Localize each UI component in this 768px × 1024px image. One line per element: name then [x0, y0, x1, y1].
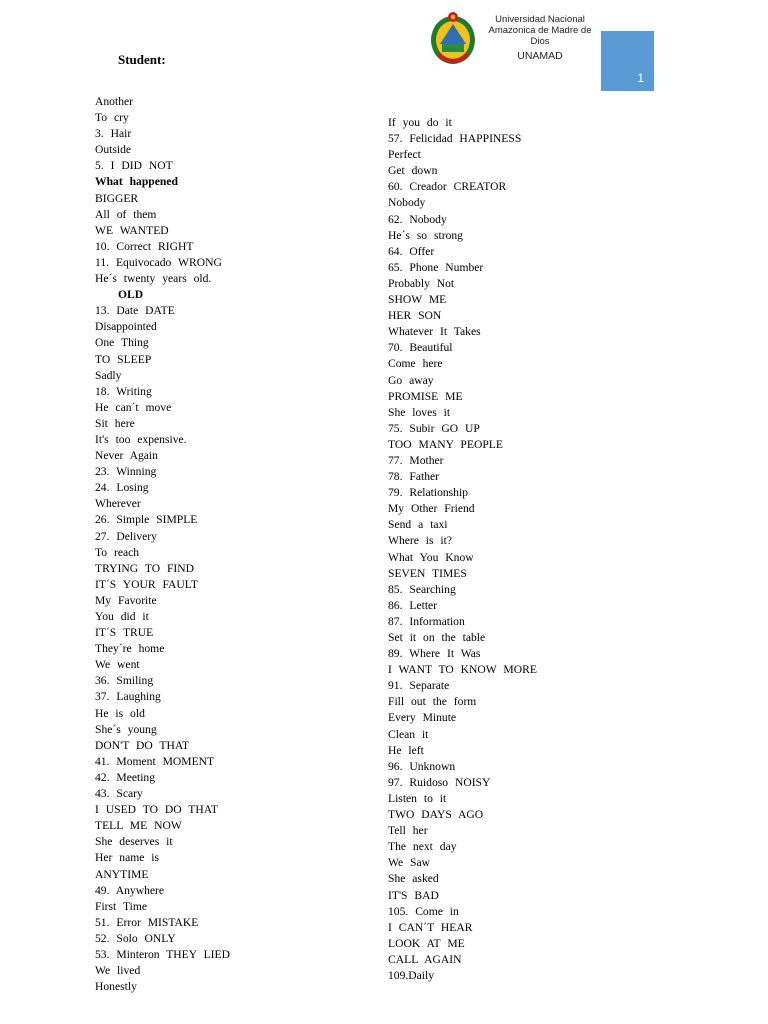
list-item: We lived [95, 964, 141, 978]
list-item: Come here [388, 357, 443, 371]
list-item: We Saw [388, 856, 431, 870]
list-item: Fill out the form [388, 695, 477, 709]
list-item: What happened [95, 175, 178, 189]
page-number-box [601, 31, 654, 91]
list-item: 62. Nobody [388, 212, 447, 226]
list-item: First Time [95, 899, 148, 913]
list-item: 11. Equivocado WRONG [95, 255, 222, 269]
list-item: PROMISE ME [388, 389, 463, 403]
list-item: 91. Separate [388, 679, 450, 693]
list-item: Every Minute [388, 711, 457, 725]
list-item: Go away [388, 373, 434, 387]
list-item: Set it on the table [388, 631, 486, 644]
list-item: ANYTIME [95, 867, 149, 881]
list-item: What You Know [388, 550, 474, 564]
list-item: 23. Winning [95, 465, 157, 479]
list-item: 79. Relationship [388, 486, 468, 500]
list-item: TOO MANY PEOPLE [388, 437, 503, 451]
list-item: She´s young [95, 722, 157, 736]
list-item: She loves it [388, 405, 451, 419]
list-item: 5. I DID NOT [95, 159, 173, 173]
list-item: Clean it [388, 727, 429, 741]
list-item: 85. Searching [388, 582, 456, 596]
list-item: TRYING TO FIND [95, 561, 195, 575]
list-item: 87. Information [388, 614, 465, 628]
list-item: Outside [95, 143, 132, 157]
list-item: 36. Smiling [95, 674, 154, 688]
list-item: She asked [388, 872, 439, 886]
institution-acronym: UNAMAD [517, 50, 563, 62]
list-item: If you do it [388, 116, 452, 129]
list-item: Disappointed [95, 320, 157, 334]
list-item: He can´t move [95, 400, 172, 414]
student-label: Student: [118, 52, 166, 67]
list-item: 86. Letter [388, 598, 438, 612]
list-item: 51. Error MISTAKE [95, 915, 199, 929]
list-item: WE WANTED [95, 223, 169, 237]
list-item: 75. Subir GO UP [388, 421, 480, 435]
list-item: 77. Mother [388, 453, 444, 467]
list-item: 10. Correct RIGHT [95, 239, 194, 253]
institution-line-1: Universidad Nacional [495, 14, 585, 25]
list-item: They´re home [95, 642, 165, 656]
list-item: Probably Not [388, 276, 455, 290]
list-item: 3. Hair [95, 127, 132, 141]
list-item: I USED TO DO THAT [95, 803, 218, 817]
list-item: 89. Where It Was [388, 647, 481, 661]
list-item: 24. Losing [95, 481, 149, 495]
list-item: Perfect [388, 148, 421, 162]
list-item: We went [95, 658, 140, 672]
list-item: 96. Unknown [388, 759, 456, 773]
list-item: Wherever [95, 497, 141, 511]
list-item: 109.Daily [388, 968, 435, 982]
list-item: Nobody [388, 196, 426, 210]
page-number: 1 [637, 71, 644, 85]
institution-line-2: Amazonica de Madre de Dios [488, 25, 592, 47]
list-item: To cry [95, 111, 129, 125]
list-item: LOOK AT ME [388, 936, 465, 950]
list-item: He´s so strong [388, 228, 463, 242]
list-item: Sit here [95, 416, 135, 430]
list-item: TO SLEEP [95, 352, 152, 366]
list-item: HER SON [388, 309, 442, 323]
list-item: Whatever It Takes [388, 325, 481, 339]
list-item: Send a taxi [388, 518, 448, 532]
list-item: Get down [388, 164, 438, 178]
list-item: Her name is [95, 851, 160, 865]
list-item: My Favorite [95, 593, 157, 607]
list-item: 97. Ruidoso NOISY [388, 775, 491, 789]
list-item: 78. Father [388, 470, 440, 484]
list-item: CALL AGAIN [388, 952, 462, 966]
list-item: 41. Moment MOMENT [95, 754, 215, 768]
list-item: BIGGER [95, 191, 139, 205]
list-item: He left [388, 743, 424, 757]
list-item: 60. Creador CREATOR [388, 180, 507, 194]
list-item: Never Again [95, 449, 158, 463]
list-item: 13. Date DATE [95, 304, 175, 318]
list-item: My Other Friend [388, 502, 475, 516]
list-item: Tell her [388, 824, 428, 838]
institution-header [480, 14, 600, 62]
list-item: The next day [388, 840, 457, 854]
list-item: DON'T DO THAT [95, 738, 190, 752]
list-item: 37. Laughing [95, 690, 161, 704]
list-item: All of them [95, 207, 157, 221]
list-item: He´s twenty years old. [95, 272, 212, 286]
list-item: 43. Scary [95, 787, 143, 801]
word-list-column-2 [388, 115, 537, 984]
list-item: Another [95, 95, 133, 108]
list-item: SEVEN TIMES [388, 566, 467, 580]
list-item: 65. Phone Number [388, 260, 484, 274]
list-item: 27. Delivery [95, 529, 157, 543]
list-item: To reach [95, 545, 140, 559]
list-item: OLD [118, 288, 144, 302]
list-item: 64. Offer [388, 244, 435, 258]
list-item: You did it [95, 610, 149, 623]
list-item: IT´S TRUE [95, 626, 154, 640]
list-item: 26. Simple SIMPLE [95, 513, 198, 527]
list-item: He is old [95, 706, 145, 720]
list-item: It's too expensive. [95, 432, 187, 446]
list-item: IT'S BAD [388, 888, 439, 902]
list-item: SHOW ME [388, 293, 447, 307]
list-item: 18. Writing [95, 384, 152, 398]
list-item: I CAN´T HEAR [388, 920, 473, 934]
word-list-column-1 [95, 94, 230, 995]
list-item: One Thing [95, 336, 149, 350]
list-item: IT´S YOUR FAULT [95, 577, 198, 591]
list-item: I WANT TO KNOW MORE [388, 663, 537, 677]
list-item: Sadly [95, 368, 122, 382]
list-item: TELL ME NOW [95, 819, 182, 833]
list-item: 57. Felicidad HAPPINESS [388, 132, 522, 146]
list-item: Honestly [95, 980, 137, 994]
list-item: Where is it? [388, 534, 453, 548]
list-item: 52. Solo ONLY [95, 931, 176, 945]
list-item: Listen to it [388, 791, 447, 805]
list-item: 49. Anywhere [95, 883, 165, 897]
list-item: 105. Come in [388, 904, 459, 918]
list-item: 70. Beautiful [388, 341, 453, 355]
list-item: She deserves it [95, 835, 173, 849]
list-item: 42. Meeting [95, 770, 156, 784]
university-seal-logo [428, 10, 478, 66]
list-item: 53. Minteron THEY LIED [95, 947, 231, 961]
list-item: TWO DAYS AGO [388, 808, 484, 822]
